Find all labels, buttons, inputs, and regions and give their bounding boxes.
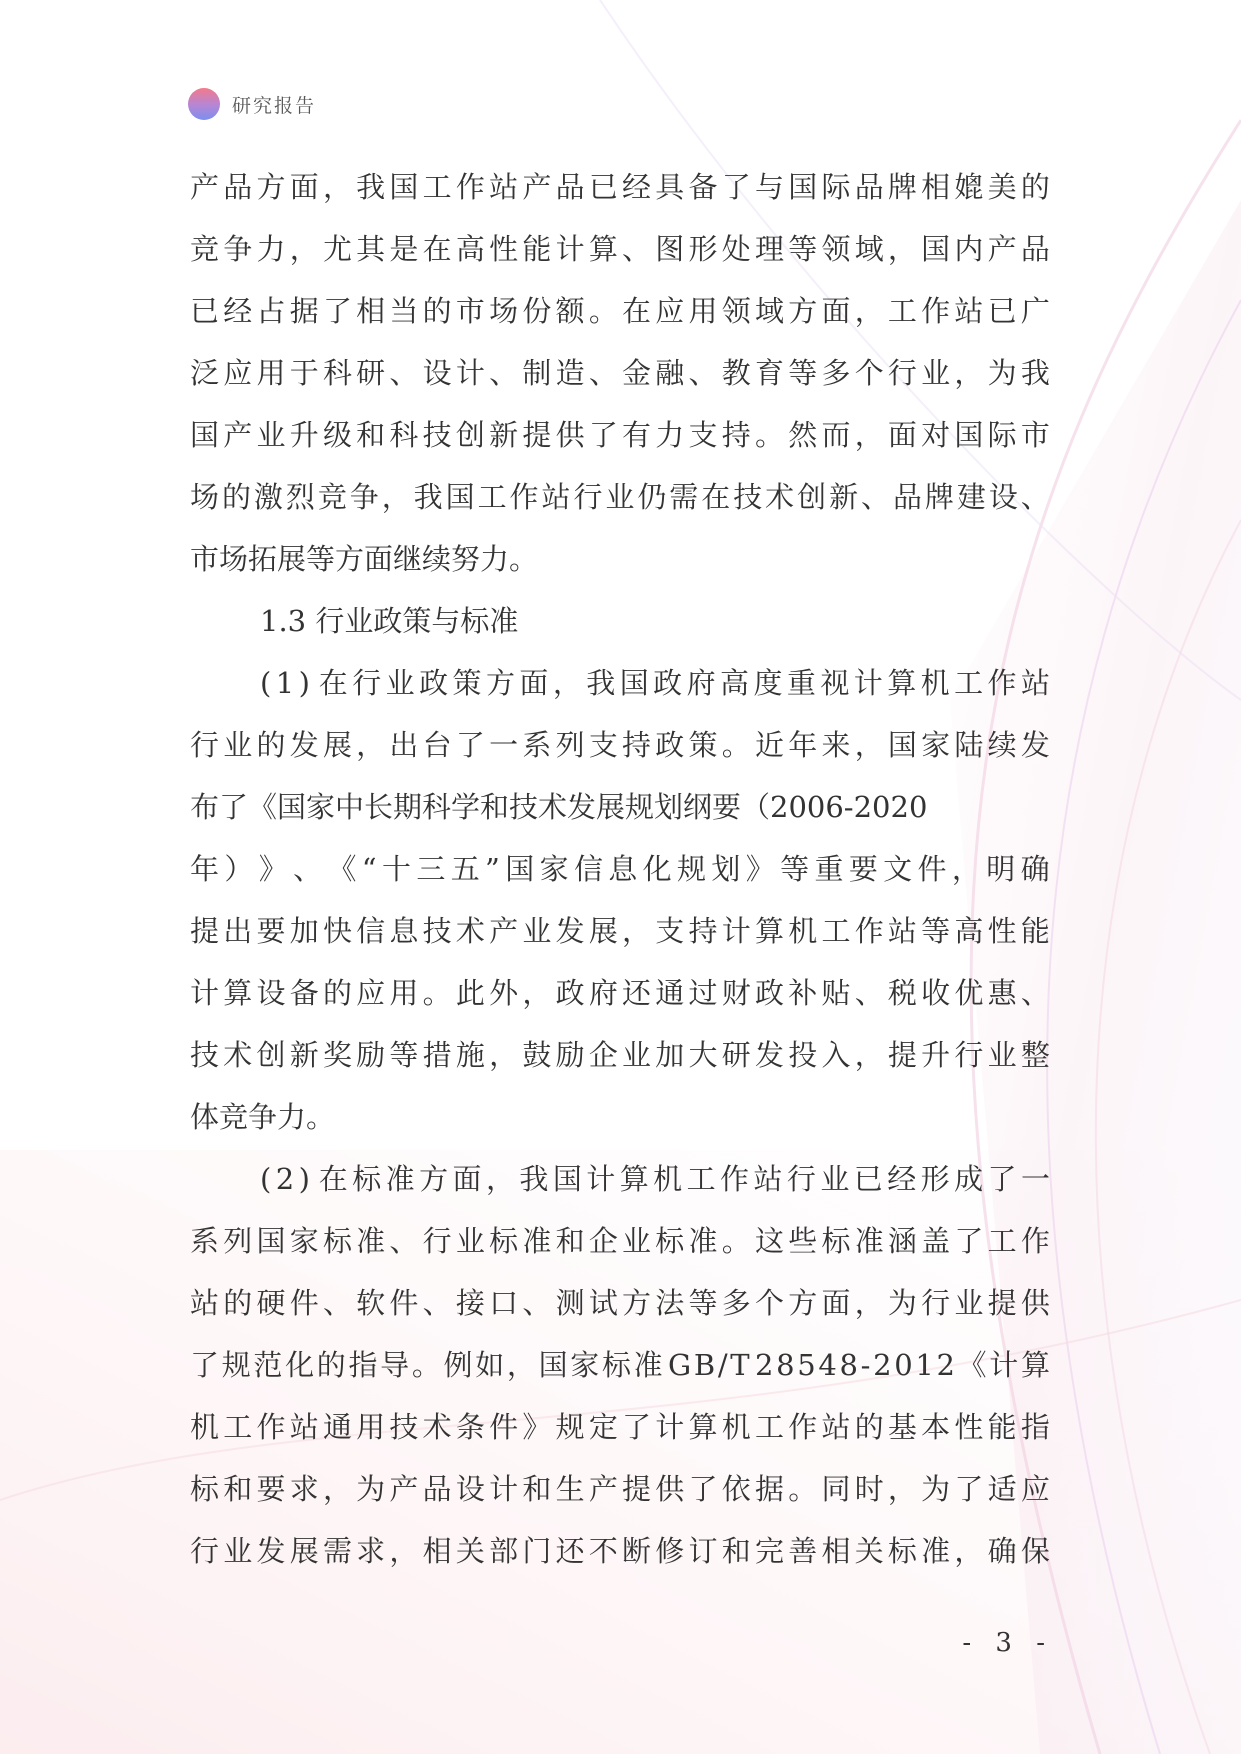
body-line: 行 业 的 发 展 ， 出 台 了 一 系 列 支 持 政 策 。 近 年 来 ， 国 家 陆 续 发 xyxy=(190,728,1050,762)
body-line: 计 算 设 备 的 应 用 。 此 外 ， 政 府 还 通 过 财 政 补 贴 、 税 收 优 惠 、 xyxy=(190,976,1050,1010)
body-line: 了 规 范 化 的 指 导 。 例 如 ， 国 家 标 准 G B / T 2 8 5 4 8 - 2 0 1 2 《 计 算 xyxy=(190,1348,1050,1382)
body-line: 竞 争 力 ， 尤 其 是 在 高 性 能 计 算 、 图 形 处 理 等 领 域 ， 国 内 产 品 xyxy=(190,232,1050,266)
body-line: 机 工 作 站 通 用 技 术 条 件 》 规 定 了 计 算 机 工 作 站 的 基 本 性 能 指 xyxy=(190,1410,1050,1444)
body-line: ( 2 ) 在 标 准 方 面 ， 我 国 计 算 机 工 作 站 行 业 已 经 形 成 了 一 xyxy=(260,1162,1050,1196)
body-line: 系 列 国 家 标 准 、 行 业 标 准 和 企 业 标 准 。 这 些 标 准 涵 盖 了 工 作 xyxy=(190,1224,1050,1258)
body-line: ( 1 ) 在 行 业 政 策 方 面 ， 我 国 政 府 高 度 重 视 计 算 机 工 作 站 xyxy=(260,666,1050,700)
body-line: 已 经 占 据 了 相 当 的 市 场 份 额 。 在 应 用 领 域 方 面 ， 工 作 站 已 广 xyxy=(190,294,1050,328)
body-line: 技 术 创 新 奖 励 等 措 施 ， 鼓 励 企 业 加 大 研 发 投 入 ， 提 升 行 业 整 xyxy=(190,1038,1050,1072)
body-line: 布了《国家中长期科学和技术发展规划纲要（2006-2020 xyxy=(190,790,928,824)
body-line: 泛 应 用 于 科 研 、 设 计 、 制 造 、 金 融 、 教 育 等 多 个 行 业 ， 为 我 xyxy=(190,356,1050,390)
document-body xyxy=(190,156,1050,1582)
header-title: 研究报告 xyxy=(232,94,317,117)
report-header xyxy=(188,88,316,120)
logo-circle-icon xyxy=(188,88,220,120)
body-line: 市场拓展等方面继续努力。 xyxy=(190,542,539,576)
body-line: 场 的 激 烈 竞 争 ， 我 国 工 作 站 行 业 仍 需 在 技 术 创 新 、 品 牌 建 设 、 xyxy=(190,480,1050,514)
body-line: 站 的 硬 件 、 软 件 、 接 口 、 测 试 方 法 等 多 个 方 面 ， 为 行 业 提 供 xyxy=(190,1286,1050,1320)
body-line: 体竞争力。 xyxy=(190,1100,336,1134)
body-line: 国 产 业 升 级 和 科 技 创 新 提 供 了 有 力 支 持 。 然 而 ， 面 对 国 际 市 xyxy=(190,418,1050,452)
body-line: 标 和 要 求 ， 为 产 品 设 计 和 生 产 提 供 了 依 据 。 同 时 ， 为 了 适 应 xyxy=(190,1472,1050,1506)
body-line: 提 出 要 加 快 信 息 技 术 产 业 发 展 ， 支 持 计 算 机 工 作 站 等 高 性 能 xyxy=(190,914,1050,948)
page-number: - 3 - xyxy=(962,1628,1053,1658)
section-heading: 1.3 行业政策与标准 xyxy=(260,604,519,638)
body-line: 产 品 方 面 ， 我 国 工 作 站 产 品 已 经 具 备 了 与 国 际 品 牌 相 媲 美 的 xyxy=(190,170,1050,204)
body-line: 行 业 发 展 需 求 ， 相 关 部 门 还 不 断 修 订 和 完 善 相 关 标 准 ， 确 保 xyxy=(190,1534,1050,1568)
body-line: 年 ） 》 、 《 “ 十 三 五 ” 国 家 信 息 化 规 划 》 等 重 要 文 件 ， 明 确 xyxy=(190,852,1050,886)
